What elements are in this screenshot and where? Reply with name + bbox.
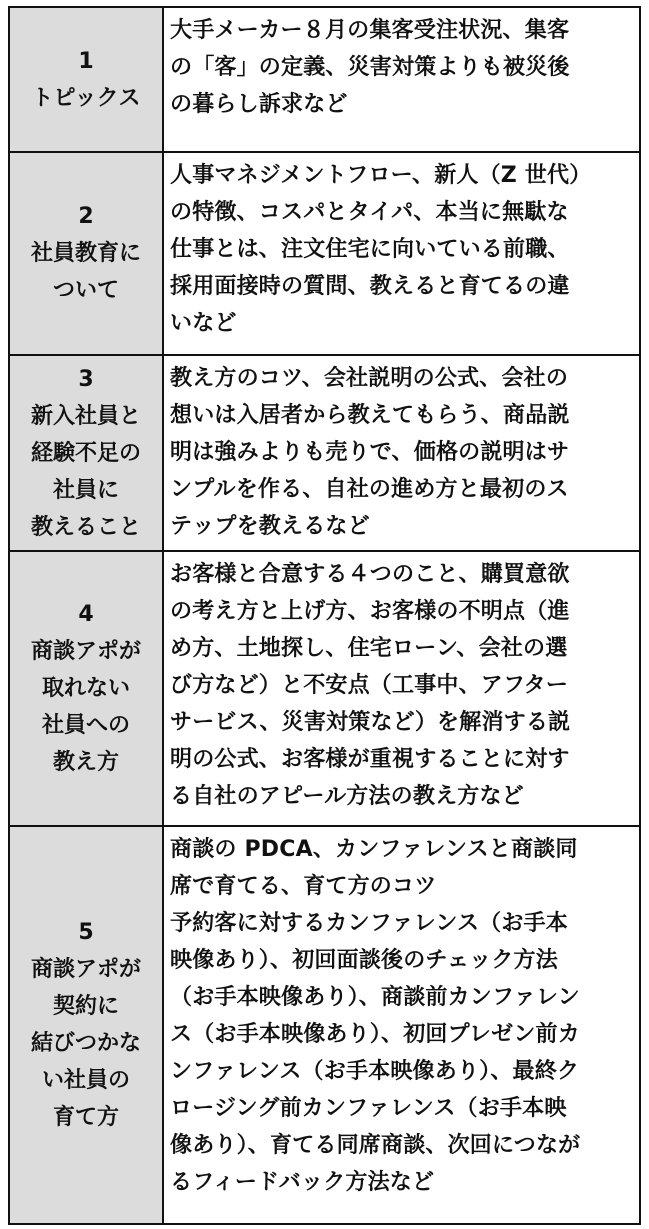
table-row bbox=[10, 356, 639, 552]
row-number: 5 bbox=[78, 920, 94, 945]
row-content: お客様と合意する４つのこと、購買意欲 の考え方と上げ方、お客様の不明点（進 め方、土地探し、住宅ローン、会社の選 び方など）と不安点（工事中、アフター サービス、災害対策など）を解消する説 明の公式、お客様が重視することに対す る自社のアピール方法の教え方など bbox=[170, 562, 571, 809]
row-header-cell bbox=[10, 552, 164, 825]
row-title: 商談アポが 契約に 結びつかな い社員の 育て方 bbox=[30, 957, 141, 1130]
curriculum-table bbox=[8, 6, 641, 1225]
row-title: 社員教育に ついて bbox=[30, 241, 141, 303]
row-content: 大手メーカー８月の集客受注状況、集客 の「客」の定義、災害対策よりも被災後 の暮らし訴求など bbox=[170, 18, 570, 117]
row-number: 4 bbox=[78, 602, 94, 627]
table-row bbox=[10, 153, 639, 356]
row-title: 商談アポが 取れない 社員への 教え方 bbox=[30, 639, 141, 775]
row-title: トピックス bbox=[31, 85, 141, 111]
table-row bbox=[10, 552, 639, 827]
row-content: 教え方のコツ、会社説明の公式、会社の 想いは入居者から教えてもらう、商品説 明は強みよりも売りで、価格の説明はサ ンプルを作る、自社の進め方と最初のス テップを教えるなど bbox=[170, 366, 570, 539]
row-content: 人事マネジメントフロー、新人（Z 世代） の特徴、コスパとタイパ、本当に無駄な 仕事とは、注文住宅に向いている前職、 採用面接時の質問、教えると育てるの違 いなど bbox=[170, 163, 592, 336]
row-number: 2 bbox=[78, 204, 94, 229]
row-header-cell bbox=[10, 827, 164, 1223]
row-header-cell bbox=[10, 153, 164, 354]
row-header-cell bbox=[10, 8, 164, 151]
table-row bbox=[10, 827, 639, 1223]
row-number: 3 bbox=[78, 366, 94, 392]
table-row bbox=[10, 8, 639, 153]
row-number: 1 bbox=[78, 48, 94, 74]
row-content: 商談の PDCA、カンファレンスと商談同 席で育てる、育て方のコツ 予約客に対するカンファレンス（お手本 映像あり）、初回面談後のチェック方法 （お手本映像あり）、商談前カンファレン ス（お手本映像あり）、初回プレゼン前カ ンファレンス（お手本映像あり）、最終ク ロージング前カンファレンス（お手本映 像あり）、育てる同席商談、次回につなが るフィードバック方法など bbox=[170, 837, 581, 1195]
row-title: 新入社員と 経験不足の 社員に 教えること bbox=[30, 403, 141, 540]
row-header-cell bbox=[10, 356, 164, 550]
